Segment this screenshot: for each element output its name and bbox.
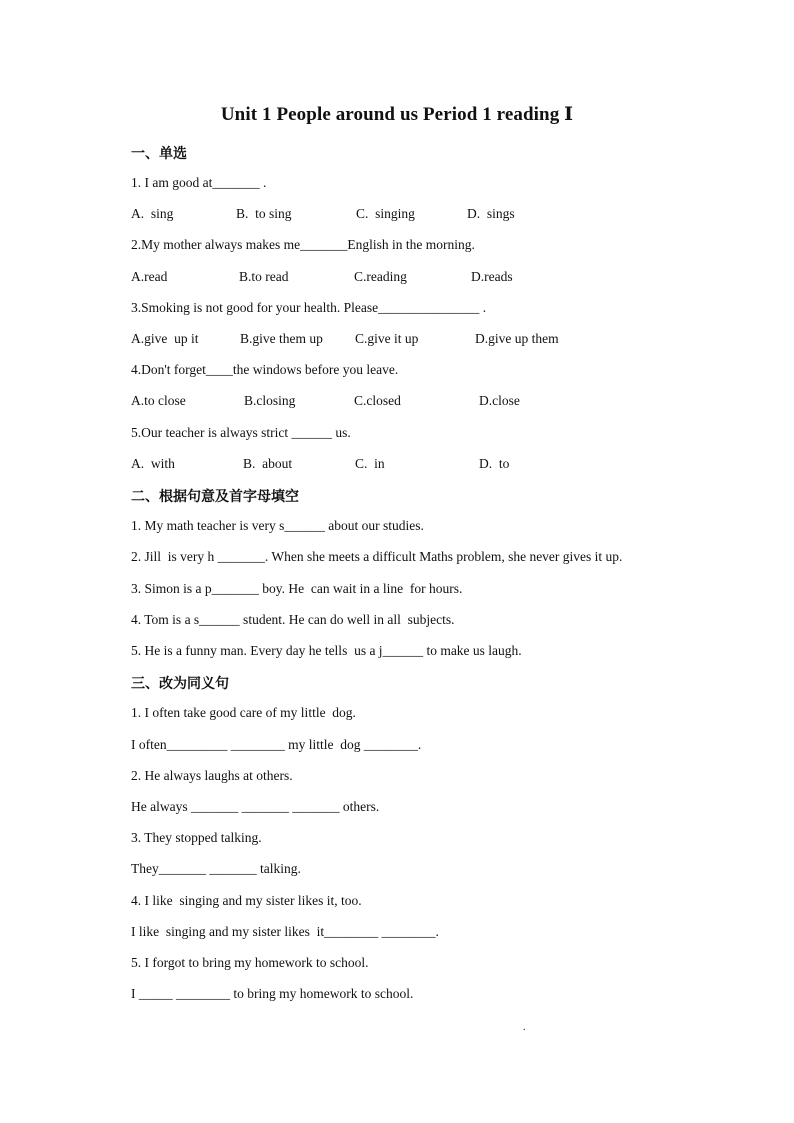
rewrite-original-4: 4. I like singing and my sister likes it, too. [131,893,362,908]
fill-item-4: 4. Tom is a s______ student. He can do well in all subjects. [131,612,455,627]
mcq-3-option-c: C.give it up [355,331,419,346]
mcq-5-option-b: B. about [243,456,293,471]
mcq-2-option-b: B.to read [239,269,289,284]
mcq-question-3: 3.Smoking is not good for your health. Please_______________ . [131,300,487,315]
rewrite-blank-4: I like singing and my sister likes it________ ________. [131,924,439,939]
mcq-question-5: 5.Our teacher is always strict ______ us. [131,425,351,440]
rewrite-blank-2: He always _______ _______ _______ others. [131,799,380,814]
fill-item-2: 2. Jill is very h _______. When she meets a difficult Maths problem, she never gives it up. [131,549,623,564]
fill-item-3: 3. Simon is a p_______ boy. He can wait in a line for hours. [131,581,463,596]
rewrite-original-5: 5. I forgot to bring my homework to school. [131,955,369,970]
rewrite-blank-3: They_______ _______ talking. [131,861,301,876]
fill-item-5: 5. He is a funny man. Every day he tells us a j______ to make us laugh. [131,643,522,658]
mcq-5-option-c: C. in [355,456,385,471]
mcq-2-option-a: A.read [131,269,168,284]
rewrite-blank-5: I _____ ________ to bring my homework to school. [131,986,414,1001]
mcq-4-option-a: A.to close [131,393,186,408]
mcq-3-option-b: B.give them up [240,331,323,346]
footer-mark: . [523,1022,526,1033]
mcq-5-option-a: A. with [131,456,175,471]
mcq-3-option-d: D.give up them [475,331,559,346]
mcq-2-option-c: C.reading [354,269,407,284]
mcq-2-option-d: D.reads [471,269,513,284]
mcq-1-option-d: D. sings [467,206,515,221]
mcq-1-option-b: B. to sing [236,206,292,221]
rewrite-blank-1: I often_________ ________ my little dog ________. [131,737,422,752]
rewrite-original-1: 1. I often take good care of my little dog. [131,705,356,720]
section-heading-synonym-sentences: 三、改为同义句 [131,676,229,692]
mcq-question-1: 1. I am good at_______ . [131,175,267,190]
section-heading-fill-in: 二、根据句意及首字母填空 [131,489,299,505]
mcq-question-4: 4.Don't forget____the windows before you leave. [131,362,399,377]
fill-item-1: 1. My math teacher is very s______ about our studies. [131,518,424,533]
worksheet-title: Unit 1 People around us Period 1 reading Ⅰ [220,104,574,125]
mcq-4-option-d: D.close [479,393,520,408]
mcq-question-2: 2.My mother always makes me_______English in the morning. [131,237,475,252]
mcq-1-option-c: C. singing [356,206,415,221]
mcq-4-option-c: C.closed [354,393,401,408]
mcq-1-option-a: A. sing [131,206,174,221]
rewrite-original-2: 2. He always laughs at others. [131,768,293,783]
mcq-5-option-d: D. to [479,456,510,471]
mcq-3-option-a: A.give up it [131,331,199,346]
rewrite-original-3: 3. They stopped talking. [131,830,262,845]
section-heading-single-choice: 一、单选 [131,146,187,162]
mcq-4-option-b: B.closing [244,393,296,408]
